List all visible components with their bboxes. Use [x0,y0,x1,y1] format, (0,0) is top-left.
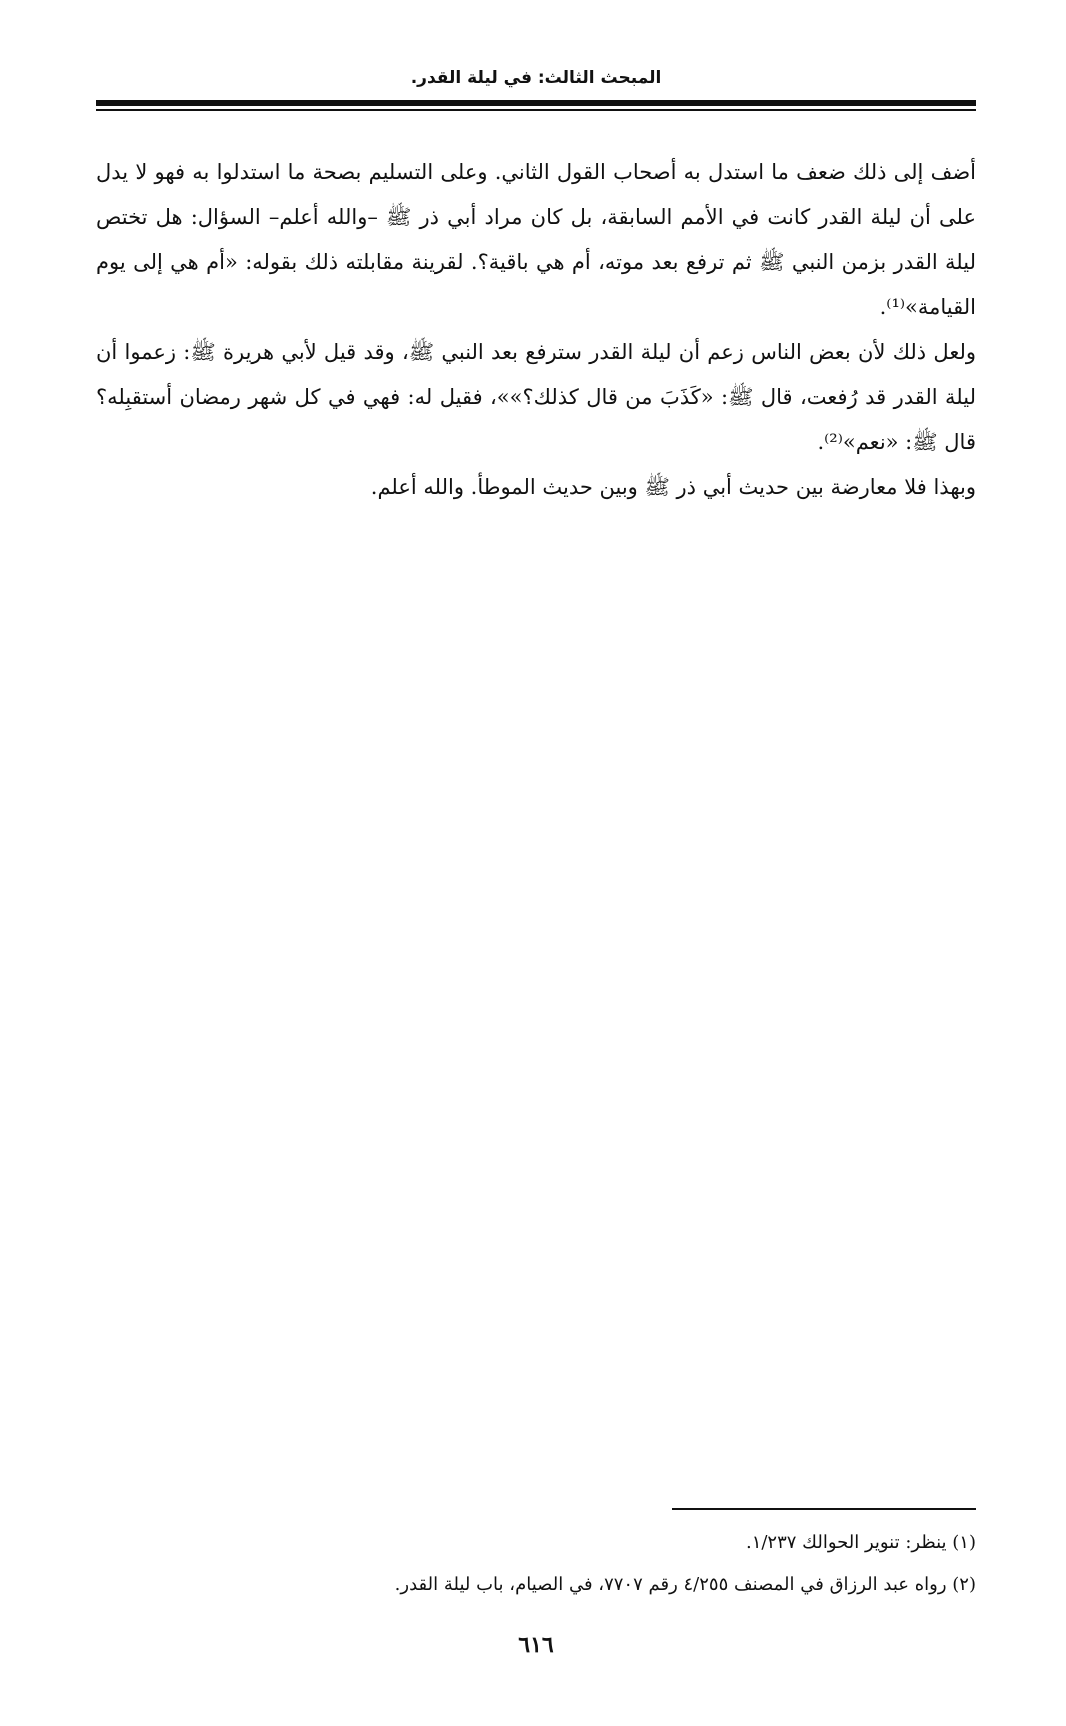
footnote-separator [672,1508,976,1510]
header-rule-thick [96,100,976,106]
body-text [96,150,976,510]
running-header: المبحث الثالث: في ليلة القدر. [410,68,662,88]
footnote-1: (١) ينظر: تنوير الحوالك ١/٢٣٧. [745,1532,976,1553]
footnotes [96,1522,976,1606]
header-rule-thin [96,109,976,111]
footnote-2: (٢) رواه عبد الرزاق في المصنف ٤/٢٥٥ رقم ٧٧٠٧، في الصيام، باب ليلة القدر. [394,1574,976,1595]
paragraph-1: أضف إلى ذلك ضعف ما استدل به أصحاب القول الثاني. وعلى التسليم بصحة ما استدلوا به فهو لا يدل على أن ليلة القدر كانت في الأمم السابقة، بل كان مراد أبي ذر ﷺ –والله أعلم– السؤال: هل تختص ليلة القدر بزمن النبي ﷺ ثم ترفع بعد موته، أم هي باقية؟. لقرينة مقابلته ذلك بقوله: «أم هي إلى يوم القيامة»⁽¹⁾. [96,160,976,319]
paragraph-2: ولعل ذلك لأن بعض الناس زعم أن ليلة القدر سترفع بعد النبي ﷺ، وقد قيل لأبي هريرة ﷺ: زعموا أن ليلة القدر قد رُفعت، قال ﷺ: «كَذَبَ من قال كذلك؟»»، فقيل له: فهي في كل شهر رمضان أستقبِله؟ قال ﷺ: «نعم»⁽²⁾. [96,340,976,454]
page-number: ٦١٦ [518,1632,554,1658]
paragraph-3: وبهذا فلا معارضة بين حديث أبي ذر ﷺ وبين حديث الموطأ. والله أعلم. [370,475,976,499]
